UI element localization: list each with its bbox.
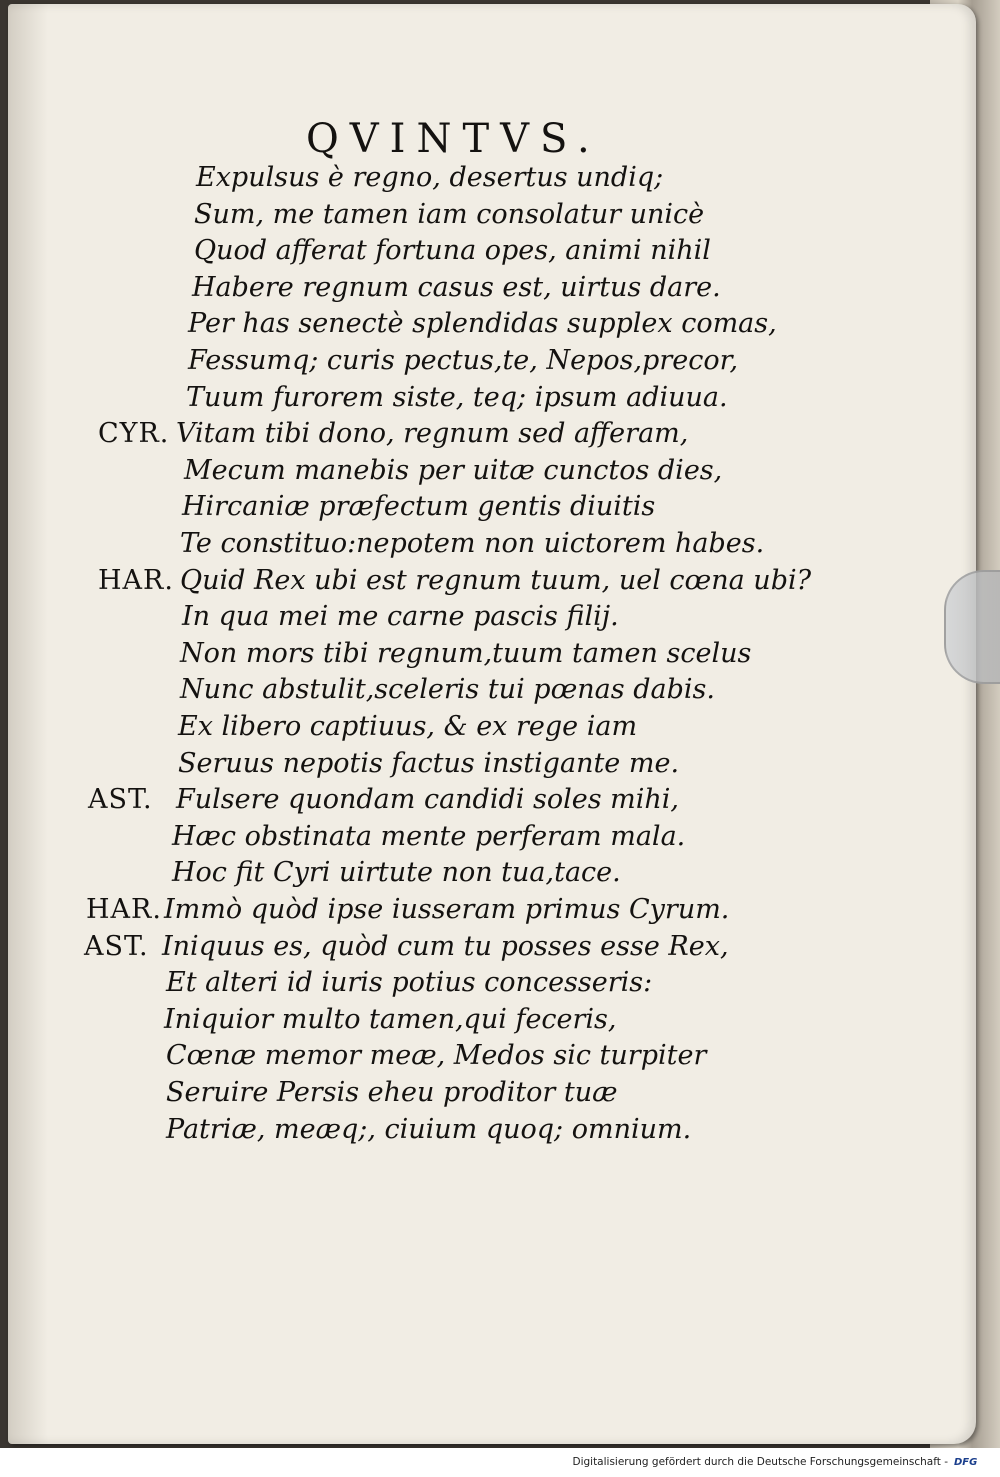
verse-line: Patriæ, meæq;, ciuium quoq; omnium. (166, 1113, 692, 1145)
footer-bar (0, 1448, 1000, 1477)
verse-line: Fulsere quondam candidi soles mihi, (176, 784, 679, 816)
footer-credit: Digitalisierung gefördert durch die Deutsche Forschungsgemeinschaft - (572, 1456, 948, 1468)
verse-line: Hircaniæ præfectum gentis diuitis (182, 491, 656, 523)
verse-line: Tuum furorem siste, teq; ipsum adiuua. (186, 381, 728, 413)
verse-line: In qua mei me carne pascis filij. (182, 601, 619, 633)
verse-line: Iniquus es, quòd cum tu posses esse Rex, (162, 930, 729, 962)
dfg-logo: DFG (954, 1457, 978, 1468)
speaker-label: AST. (88, 784, 153, 816)
verse-line: Vitam tibi dono, regnum sed afferam, (176, 418, 689, 450)
verse-line: Immò quòd ipse iusseram primus Cyrum. (164, 894, 730, 925)
verse-line: Quod afferat fortuna opes, animi nihil (194, 235, 711, 267)
verse-line: Seruire Persis eheu proditor tuæ (166, 1077, 618, 1108)
verse-line: Per has senectè splendidas supplex comas, (188, 308, 777, 340)
verse-line: Sum, me tamen iam consolatur unicè (194, 198, 705, 230)
verse-line: Seruus nepotis factus instigante me. (178, 747, 680, 779)
verse-line: Iniquior multo tamen,qui feceris, (164, 1003, 617, 1035)
verse-line: Habere regnum casus est, uirtus dare. (192, 271, 721, 303)
verse-line: Fessumq; curis pectus,te, Nepos,precor, (188, 345, 739, 376)
verse-line: Non mors tibi regnum,tuum tamen scelus (180, 637, 752, 669)
verse-line: Cœnæ memor meæ, Medos sic turpiter (166, 1040, 707, 1072)
verse-line: Expulsus è regno, desertus undiq; (196, 162, 664, 193)
verse-line: Hæc obstinata mente perferam mala. (172, 820, 686, 852)
verse-line: Ex libero captiuus, & ex rege iam (178, 711, 638, 742)
verse-line: Hoc fit Cyri uirtute non tua,tace. (172, 857, 621, 889)
verse-line: Quid Rex ubi est regnum tuum, uel cœna ubi? (180, 564, 812, 596)
verse-line: Et alteri id iuris potius concesseris: (166, 967, 653, 999)
speaker-label: HAR. (86, 894, 162, 925)
speaker-label: CYR. (98, 418, 170, 450)
speaker-label: AST. (84, 930, 149, 962)
page-heading: QVINTVS. (306, 116, 601, 162)
page-clip (944, 570, 1000, 684)
book-page (8, 4, 976, 1444)
verse-line: Nunc abstulit,sceleris tui pœnas dabis. (180, 674, 715, 706)
speaker-label: HAR. (98, 564, 174, 596)
verse-line: Mecum manebis per uitæ cunctos dies, (184, 454, 723, 486)
verse-line: Te constituo:nepotem non uictorem habes. (180, 528, 765, 559)
